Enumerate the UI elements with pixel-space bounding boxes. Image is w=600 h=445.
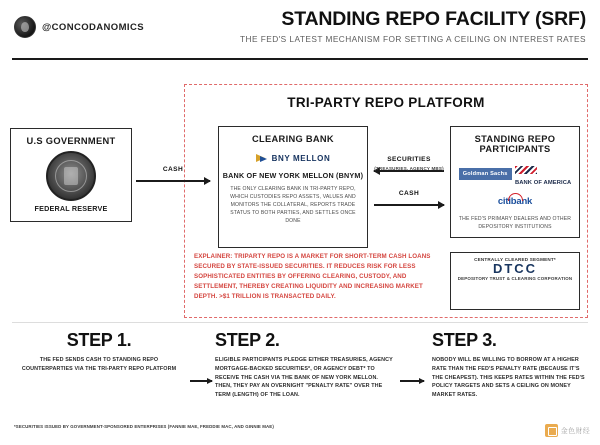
boa-logo-text: BANK OF AMERICA — [514, 180, 572, 186]
watermark — [545, 424, 590, 437]
bny-mark-icon — [256, 154, 268, 163]
platform-title: TRI-PARTY REPO PLATFORM — [287, 95, 485, 110]
header-divider — [12, 58, 588, 60]
dtcc-box — [450, 252, 580, 310]
watermark-text: 金色财经 — [560, 427, 590, 435]
participants-description: THE FED'S PRIMARY DEALERS AND OTHER DEPOSITORY INSTITUTIONS — [458, 216, 572, 231]
footnote: *SECURITIES ISSUED BY GOVERNMENT-SPONSORED ENTERPRISES (FANNIE MAE, FREDDIE MAC, AND GINNIE MAE) — [14, 424, 274, 429]
bny-mellon-logo-text: BNY MELLON — [271, 154, 331, 163]
citibank-logo-text: citibank — [498, 196, 532, 207]
dtcc-eyebrow: CENTRALLY CLEARED SEGMENT* — [474, 257, 556, 262]
step-3-body: NOBODY WILL BE WILLING TO BORROW AT A HIGHER RATE THAN THE FED'S PENALTY RATE (BECAUSE IT'S THE CHEAPEST). THIS KEEPS RATES WITHIN THE FED'S POLICY TARGETS AND SETS A CEILING ON MONEY MARKET RATES. — [432, 357, 585, 398]
standing-repo-participants-box — [450, 126, 580, 238]
federal-reserve-seal-icon — [46, 151, 96, 201]
arrow-step1-to-step2 — [190, 380, 212, 382]
citibank-logo-icon — [451, 191, 579, 209]
bny-mellon-logo-icon — [219, 154, 367, 163]
bank-of-america-logo-icon — [515, 162, 571, 186]
arrow-step2-to-step3 — [400, 380, 424, 382]
clearing-bank-title: CLEARING BANK — [252, 134, 334, 144]
step-1-heading: STEP 1. — [66, 330, 132, 350]
clearing-bank-box — [218, 126, 368, 248]
step-1-body: THE FED SENDS CASH TO STANDING REPO COUNTERPARTIES VIA THE TRI-PARTY REPO PLATFORM — [21, 357, 177, 372]
page-title: STANDING REPO FACILITY (SRF) — [281, 8, 586, 30]
arrow-cash-fed-to-clearing — [136, 180, 210, 182]
us-government-title: U.S GOVERNMENT — [26, 136, 116, 146]
participants-title: STANDING REPO PARTICIPANTS — [474, 134, 556, 154]
flow-label-cash-1: CASH — [162, 166, 184, 173]
boa-flag-icon — [515, 166, 537, 174]
federal-reserve-caption: FEDERAL RESERVE — [34, 204, 108, 213]
page-subtitle: THE FED'S LATEST MECHANISM FOR SETTING A CEILING ON INTEREST RATES — [240, 34, 586, 44]
steps-divider — [12, 322, 588, 323]
flow-sublabel-securities: (TREASURIES, AGENCY MBS) — [374, 166, 444, 171]
step-2-body: ELIGIBLE PARTICIPANTS PLEDGE EITHER TREASURIES, AGENCY MORTGAGE-BACKED SECURITIES*, OR AGENCY DEBT* TO RECEIVE THE CASH VIA THE BANK OF NEW YORK MELLON. THEN, THEY PAY AN OVERNIGHT "PENALTY RATE" OVER THE TERM (LENGTH) OF THE LOAN. — [215, 357, 393, 398]
us-government-box — [10, 128, 132, 222]
participant-logos — [451, 162, 579, 186]
flow-label-cash-2: CASH — [398, 190, 420, 197]
step-2-heading: STEP 2. — [215, 330, 280, 350]
explainer-text: EXPLAINER: TRIPARTY REPO IS A MARKET FOR SHORT-TERM CASH LOANS SECURED BY STATE-ISSUED SECURITIES. IT REDUCES RISK FOR LESS SOPHISTICATED ENTITIES BY OFFERING CLEARING, CUSTODY, AND SETTLEMENT, THEREBY CREATING LIQUIDITY AND INCREASING MARKET DEPTH. >$1 TRILLION IS TRANSACTED DAILY. — [194, 253, 431, 301]
step-2 — [215, 330, 393, 400]
clearing-bank-description: THE ONLY CLEARING BANK IN TRI-PARTY REPO, WHICH CUSTODIES REPO ASSETS, VALUES AND MONITORS THE COLLATERAL, REPORTS TRADE STATUS TO BOTH PARTIES, AND SETTLES ONCE DONE — [230, 186, 356, 224]
dtcc-subtitle: DEPOSITORY TRUST & CLEARING CORPORATION — [457, 276, 573, 282]
citi-arc-icon — [508, 193, 523, 201]
step-1 — [14, 330, 184, 374]
step-3-heading: STEP 3. — [432, 330, 497, 350]
watermark-logo-icon — [545, 424, 558, 437]
dtcc-logo-icon: DTCC — [492, 261, 538, 276]
goldman-sachs-logo-icon: Goldman Sachs — [459, 168, 512, 180]
arrow-cash-clearing-to-participants — [374, 204, 444, 206]
step-3 — [432, 330, 592, 400]
avatar-icon — [14, 16, 36, 38]
flow-label-securities: SECURITIES — [387, 156, 431, 163]
brand — [14, 16, 144, 38]
brand-handle: @CONCODANOMICS — [42, 21, 144, 33]
clearing-bank-subtitle: BANK OF NEW YORK MELLON (BNYM) — [222, 171, 364, 180]
header — [0, 0, 600, 60]
